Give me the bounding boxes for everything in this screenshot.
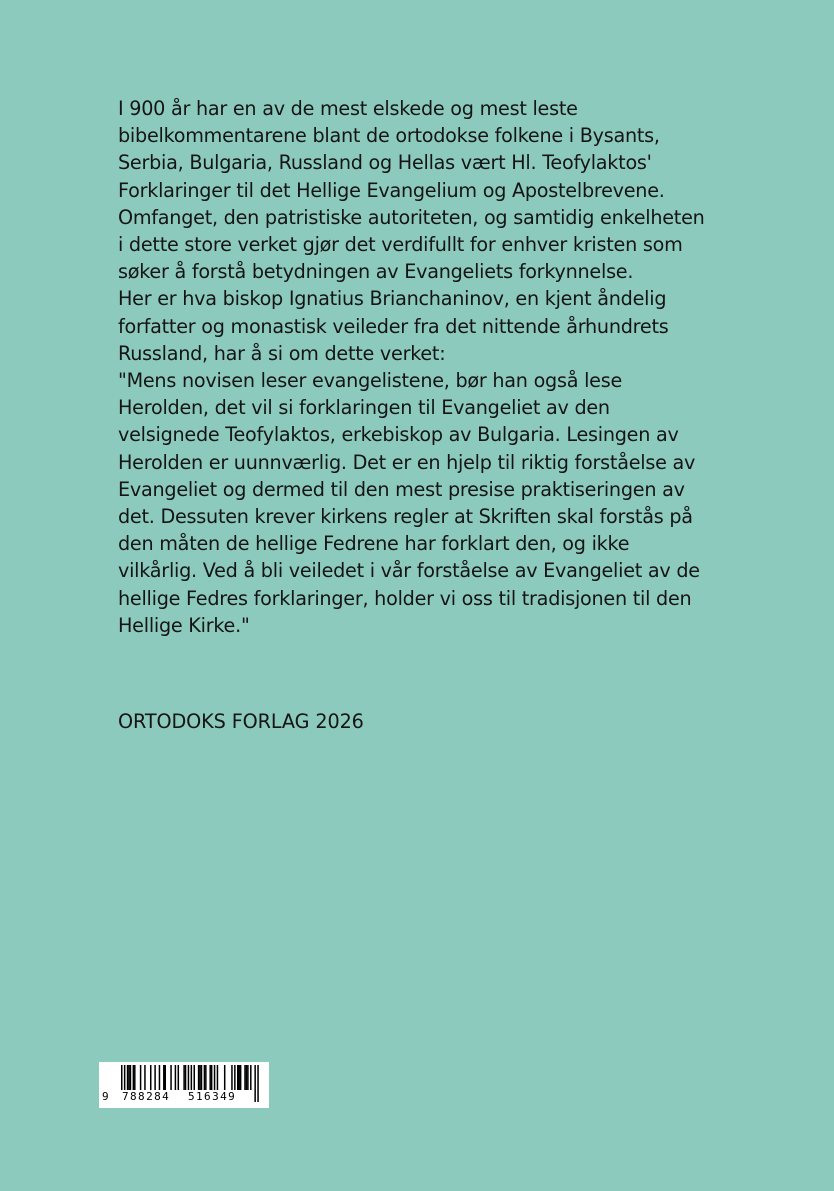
barcode-bar <box>214 1065 216 1090</box>
barcode-left-digits: 788284 <box>122 1090 171 1103</box>
quote-line: Herolden, det vil si forklaringen til Evangeliet av den <box>118 396 610 420</box>
barcode-bar <box>254 1065 256 1102</box>
blurb-line: søker å forstå betydningen av Evangeliets forkynnelse. <box>118 260 634 284</box>
barcode-bar <box>250 1065 252 1090</box>
barcode-bar <box>134 1065 136 1090</box>
quote-line: vilkårlig. Ved å bli veiledet i vår forståelse av Evangeliet av de <box>118 559 700 583</box>
blurb-line: bibelkommentarene blant de ortodokse folkene i Bysants, <box>118 124 660 148</box>
barcode-lead-digit: 9 <box>102 1090 111 1103</box>
blurb-line: forfatter og monastisk veileder fra det nittende århundrets <box>118 314 669 338</box>
barcode-bar <box>163 1065 165 1090</box>
barcode-bar <box>178 1065 180 1090</box>
quote-line: den måten de hellige Fedrene har forklart den, og ikke <box>118 532 630 556</box>
barcode-bar <box>224 1065 226 1090</box>
barcode-bar <box>198 1065 200 1090</box>
barcode-bar <box>150 1065 152 1090</box>
barcode-bar <box>130 1065 132 1090</box>
blurb-line: Forklaringer til det Hellige Evangelium og Apostelbrevene. <box>118 178 665 202</box>
quote-line: "Mens novisen leser evangelistene, bør han også lese <box>118 369 623 393</box>
blurb-line: Her er hva biskop Ignatius Brianchaninov, en kjent åndelig <box>118 287 667 311</box>
publisher-imprint: ORTODOKS FORLAG 2026 <box>118 710 364 733</box>
barcode-bar <box>240 1065 242 1090</box>
blurb-line: Omfanget, den patristiske autoriteten, og samtidig enkelheten <box>118 205 705 229</box>
quote-line: hellige Fedres forklaringer, holder vi oss til tradisjonen til den <box>118 586 692 610</box>
barcode-bar <box>165 1065 167 1090</box>
barcode-bar <box>194 1065 196 1090</box>
barcode-bar <box>231 1065 233 1090</box>
barcode-bar <box>127 1065 129 1090</box>
quote-line: Evangeliet og dermed til den mest presise praktiseringen av <box>118 477 685 501</box>
isbn-barcode <box>99 1062 269 1108</box>
barcode-bar <box>159 1065 161 1090</box>
barcode-bar <box>133 1065 135 1090</box>
blurb-line: i dette store verket gjør det verdifullt for enhver kristen som <box>118 233 683 257</box>
quote-line: velsignede Teofylaktos, erkebiskop av Bulgaria. Lesingen av <box>118 423 679 447</box>
barcode-bar <box>217 1065 219 1090</box>
barcode-bar <box>257 1065 259 1102</box>
barcode-bar <box>201 1065 203 1090</box>
barcode-bar <box>154 1065 156 1090</box>
barcode-bar <box>211 1065 213 1090</box>
barcode-bar <box>238 1065 240 1090</box>
barcode-bar <box>209 1065 211 1090</box>
quote-line: Herolden er uunnværlig. Det er en hjelp til riktig forståelse av <box>118 450 696 474</box>
barcode-bar <box>128 1065 130 1090</box>
barcode-bar <box>205 1065 207 1090</box>
barcode-bar <box>247 1065 249 1090</box>
barcode-bar <box>144 1065 146 1090</box>
barcode-bar <box>140 1065 142 1090</box>
blurb-line: Serbia, Bulgaria, Russland og Hellas vært Hl. Teofylaktos' <box>118 151 652 175</box>
barcode-bar <box>185 1065 187 1090</box>
quote-line: det. Dessuten krever kirkens regler at Skriften skal forstås på <box>118 505 693 529</box>
blurb-text <box>118 95 718 639</box>
barcode-bar <box>234 1065 236 1090</box>
blurb-line: Russland, har å si om dette verket: <box>118 341 446 365</box>
barcode-bar <box>204 1065 206 1090</box>
blurb-line: I 900 år har en av de mest elskede og mest leste <box>118 97 578 120</box>
barcode-bar <box>237 1065 239 1090</box>
barcode-bar <box>170 1065 172 1090</box>
barcode-bar <box>199 1065 201 1090</box>
barcode-bar <box>175 1065 177 1090</box>
quote-line: Hellige Kirke." <box>118 613 250 637</box>
barcode-right-digits: 516349 <box>188 1090 237 1103</box>
barcode-bar <box>183 1065 185 1090</box>
barcode-bar <box>244 1065 246 1090</box>
barcode-bar <box>246 1065 248 1090</box>
